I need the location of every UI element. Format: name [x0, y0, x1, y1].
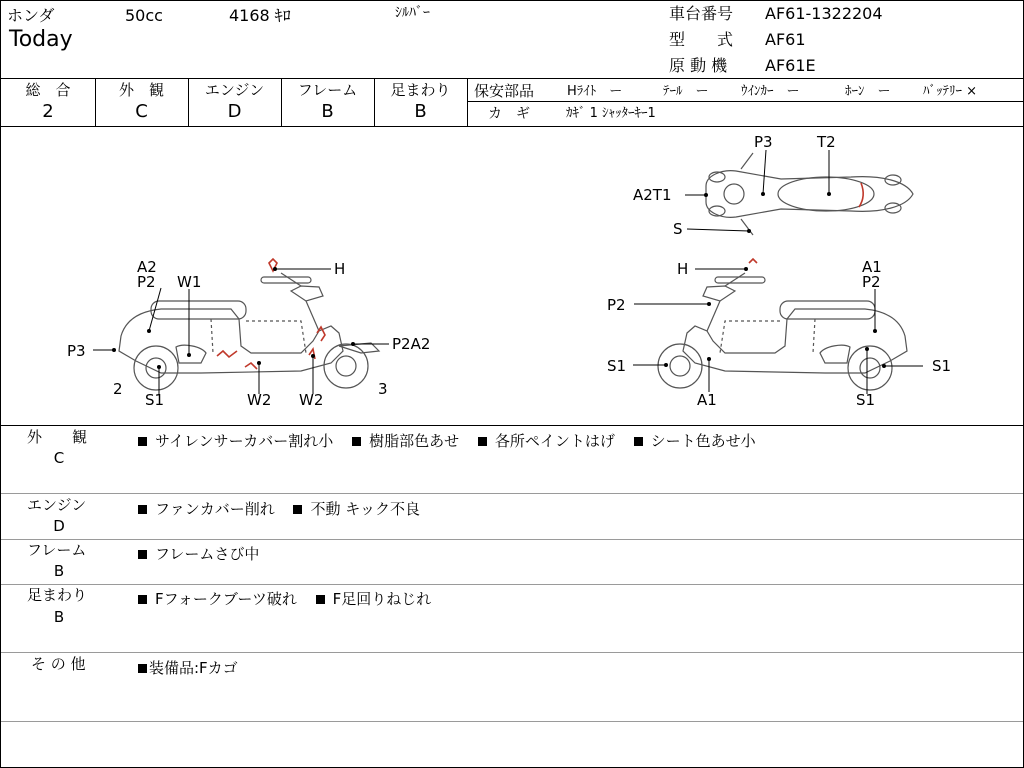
diag-label: H — [334, 260, 346, 278]
maker: ホンダ — [7, 6, 55, 25]
diag-label: S1 — [607, 357, 627, 375]
note-item: フレームさび中 — [155, 545, 260, 563]
scooter-diagram — [1, 127, 1023, 425]
note-label: 足まわり — [27, 586, 88, 604]
note-items — [138, 657, 238, 678]
engine-value: AF61E — [765, 56, 816, 75]
damage-marks — [217, 183, 863, 369]
safety-item-headlight: Hﾗｲﾄ ー — [567, 84, 623, 99]
color: ｼﾙﾊﾞｰ — [395, 5, 430, 21]
note-item: 装備品:Fカゴ — [149, 659, 238, 677]
grade-exterior-value: C — [135, 101, 148, 122]
safety-label: 保安部品 — [474, 82, 535, 100]
note-item: F足回りねじれ — [332, 590, 432, 608]
key-value: ｶｷﾞ 1 ｼｬｯﾀｰｷｰ1 — [566, 106, 656, 121]
safety-item-winker: ｳｲﾝｶｰ ー — [741, 84, 800, 99]
diag-label: S1 — [856, 391, 876, 409]
grade-overall-label: 総 合 — [25, 81, 71, 99]
note-item: 樹脂部色あせ — [369, 432, 460, 450]
grade-suspension-label: 足まわり — [390, 81, 451, 99]
diag-label: W1 — [177, 273, 202, 291]
divider — [1, 425, 1023, 426]
bullet-square-icon — [478, 437, 487, 446]
grade-frame-label: フレーム — [297, 81, 358, 99]
bullet-square-icon — [138, 505, 147, 514]
diag-label: H — [677, 260, 689, 278]
diag-label: P2A2 — [392, 335, 431, 353]
divider — [1, 493, 1023, 494]
divider — [467, 78, 468, 126]
diag-label: P3 — [754, 133, 773, 151]
note-item: シート色あせ小 — [650, 432, 756, 450]
diag-label: 2 — [113, 380, 123, 398]
grade-suspension-value: B — [414, 101, 427, 122]
divider — [1, 78, 1023, 79]
mileage: 4168 ｷﾛ — [229, 6, 291, 25]
divider — [1, 584, 1023, 585]
note-label: エンジン — [27, 496, 87, 514]
note-label: フレーム — [27, 541, 87, 559]
grade-overall-value: 2 — [42, 101, 54, 122]
note-grade: C — [53, 449, 65, 467]
grade-frame-value: B — [321, 101, 334, 122]
bullet-square-icon — [634, 437, 643, 446]
diag-label: W2 — [299, 391, 324, 409]
note-grade: B — [53, 608, 65, 626]
safety-item-horn: ﾎｰﾝ ー — [845, 84, 891, 99]
note-item: サイレンサーカバー割れ小 — [155, 432, 334, 450]
bullet-square-icon — [316, 595, 325, 604]
chassis-label: 車台番号 — [669, 4, 734, 23]
diag-label: T2 — [817, 133, 836, 151]
diag-label: W2 — [247, 391, 272, 409]
diag-label: S1 — [932, 357, 952, 375]
note-grade: D — [53, 517, 65, 535]
note-item: 各所ペイントはげ — [494, 432, 615, 450]
safety-item-tail: ﾃｰﾙ ー — [663, 84, 709, 99]
key-label: カ ギ — [488, 106, 530, 122]
grade-exterior-label: 外 観 — [118, 81, 164, 99]
note-items — [138, 430, 756, 451]
diag-label: A2 — [137, 258, 157, 276]
grade-engine-value: D — [227, 101, 242, 122]
note-label: 外 観 — [27, 428, 88, 446]
model-name: Today — [9, 27, 73, 52]
note-items — [138, 588, 431, 609]
type-label: 型 式 — [669, 30, 734, 49]
scooter-left-view — [119, 273, 379, 390]
note-item: ファンカバー削れ — [155, 500, 275, 518]
chassis-value: AF61-1322204 — [765, 4, 883, 23]
safety-item-battery: ﾊﾞｯﾃﾘｰ × — [923, 84, 978, 99]
divider — [467, 101, 1023, 102]
note-item: 不動 キック不良 — [310, 500, 420, 518]
note-items — [138, 543, 259, 564]
diag-label: P3 — [67, 342, 86, 360]
diag-label: A1 — [862, 258, 882, 276]
bullet-square-icon — [138, 550, 147, 559]
note-item: Fフォークブーツ破れ — [155, 590, 297, 608]
bullet-square-icon — [138, 437, 147, 446]
grade-engine-label: エンジン — [204, 81, 265, 99]
type-value: AF61 — [765, 30, 806, 49]
bullet-square-icon — [138, 595, 147, 604]
scooter-top-view — [706, 153, 913, 235]
displacement: 50cc — [125, 6, 163, 25]
diag-label: S1 — [145, 391, 165, 409]
divider — [1, 721, 1023, 722]
diag-label: P2 — [862, 273, 881, 291]
note-grade: B — [53, 562, 65, 580]
diag-label: S — [673, 220, 683, 238]
diag-label: A2T1 — [633, 186, 672, 204]
diag-label: P2 — [137, 273, 156, 291]
bullet-square-icon — [352, 437, 361, 446]
bullet-square-icon — [138, 664, 147, 673]
diag-label: P2 — [607, 296, 626, 314]
bullet-square-icon — [293, 505, 302, 514]
diag-label: A1 — [697, 391, 717, 409]
divider — [1, 652, 1023, 653]
divider — [1, 539, 1023, 540]
note-label: そ の 他 — [31, 655, 86, 673]
note-items — [138, 498, 420, 519]
diag-label: 3 — [378, 380, 388, 398]
engine-label: 原 動 機 — [669, 56, 728, 75]
